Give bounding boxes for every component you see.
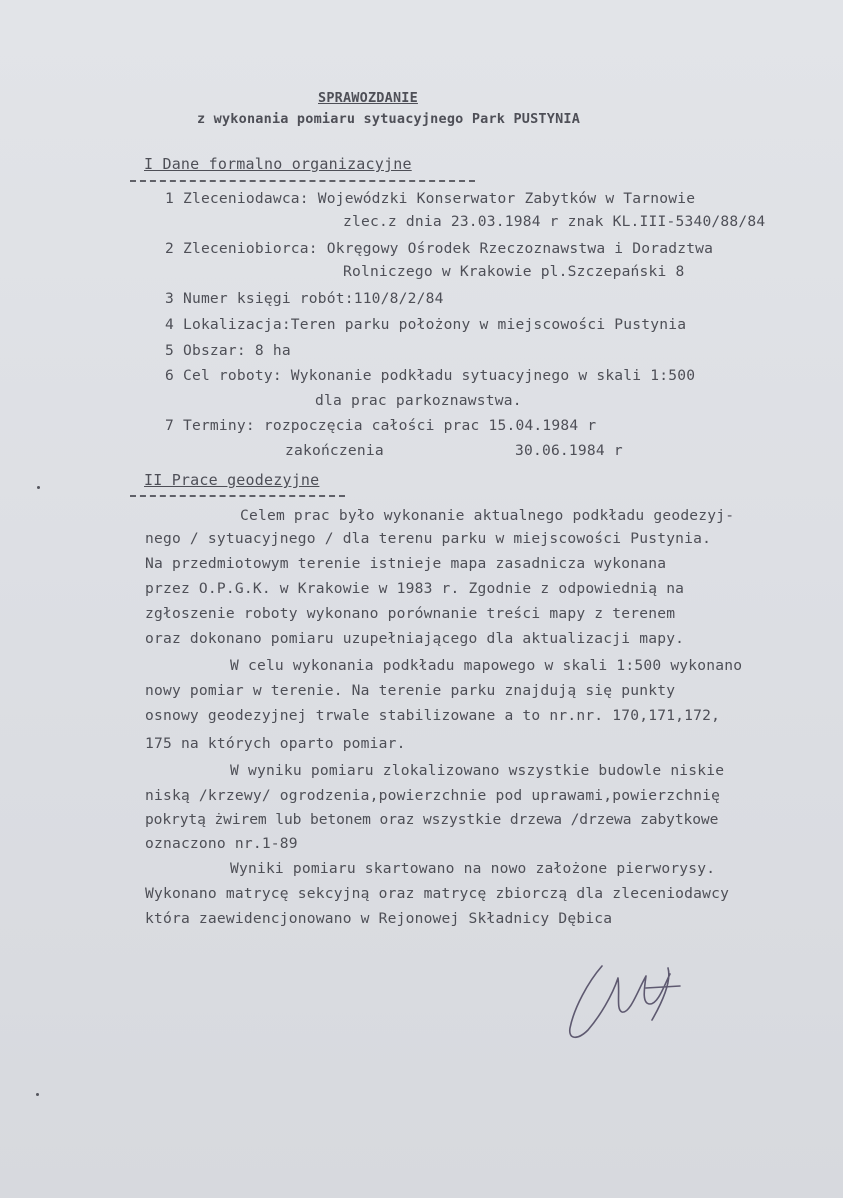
signature-mark <box>560 948 690 1048</box>
section-2-line: pokrytą żwirem lub betonem oraz wszystkie drzewa /drzewa zabytkowe <box>145 811 719 828</box>
section-2-line: W wyniku pomiaru zlokalizowano wszystkie budowle niskie <box>230 762 725 779</box>
section-1-underline <box>130 180 475 182</box>
section-1-line: 2 Zleceniobiorca: Okręgowy Ośrodek Rzeczoznawstwa i Doradztwa <box>165 240 714 257</box>
document-subtitle: z wykonania pomiaru sytuacyjnego Park PUSTYNIA <box>197 111 581 127</box>
section-2-line: która zaewidencjonowano w Rejonowej Składnicy Dębica <box>145 910 613 927</box>
section-2-line: oraz dokonano pomiaru uzupełniającego dla aktualizacji mapy. <box>145 630 685 647</box>
section-1-line: zakończenia <box>285 442 384 459</box>
section-2-line: oznaczono nr.1-89 <box>145 835 298 852</box>
section-1-line: 1 Zleceniodawca: Wojewódzki Konserwator Zabytków w Tarnowie <box>165 190 696 207</box>
section-2-line: Wykonano matrycę sekcyjną oraz matrycę zbiorczą dla zleceniodawcy <box>145 885 730 902</box>
section-2-line: osnowy geodezyjnej trwale stabilizowane a to nr.nr. 170,171,172, <box>145 707 721 724</box>
section-1-line: 3 Numer księgi robót:110/8/2/84 <box>165 290 444 307</box>
section-1-line: dla prac parkoznawstwa. <box>315 392 522 409</box>
section-1-line: zlec.z dnia 23.03.1984 r znak KL.III-5340/88/84 <box>343 213 766 230</box>
section-1-line: 7 Terminy: rozpoczęcia całości prac 15.04.1984 r <box>165 417 597 434</box>
section-1-heading: I Dane formalno organizacyjne <box>144 155 412 173</box>
section-2-line: 175 na których oparto pomiar. <box>145 735 406 752</box>
section-1-line: 30.06.1984 r <box>515 442 623 459</box>
section-2-line: zgłoszenie roboty wykonano porównanie treści mapy z terenem <box>145 605 676 622</box>
section-2-underline <box>130 495 345 497</box>
section-2-line: W celu wykonania podkładu mapowego w skali 1:500 wykonano <box>230 657 743 674</box>
paper-mark <box>36 1093 39 1096</box>
section-2-line: Celem prac było wykonanie aktualnego podkładu geodezyj- <box>240 507 735 524</box>
section-1-line: 4 Lokalizacja:Teren parku położony w miejscowości Pustynia <box>165 316 687 333</box>
section-2-line: Wyniki pomiaru skartowano na nowo założone pierworysy. <box>230 860 716 877</box>
section-2-line: nego / sytuacyjnego / dla terenu parku w miejscowości Pustynia. <box>145 530 712 547</box>
section-2-line: Na przedmiotowym terenie istnieje mapa zasadnicza wykonana <box>145 555 667 572</box>
section-1-line: 6 Cel roboty: Wykonanie podkładu sytuacyjnego w skali 1:500 <box>165 367 696 384</box>
section-2-heading: II Prace geodezyjne <box>144 471 320 489</box>
section-2-line: niską /krzewy/ ogrodzenia,powierzchnie pod uprawami,powierzchnię <box>145 787 721 804</box>
section-2-line: przez O.P.G.K. w Krakowie w 1983 r. Zgodnie z odpowiednią na <box>145 580 685 597</box>
section-2-line: nowy pomiar w terenie. Na terenie parku znajdują się punkty <box>145 682 676 699</box>
document-title: SPRAWOZDANIE <box>318 90 418 106</box>
section-1-line: 5 Obszar: 8 ha <box>165 342 291 359</box>
paper-mark <box>37 486 40 489</box>
section-1-line: Rolniczego w Krakowie pl.Szczepański 8 <box>343 263 685 280</box>
